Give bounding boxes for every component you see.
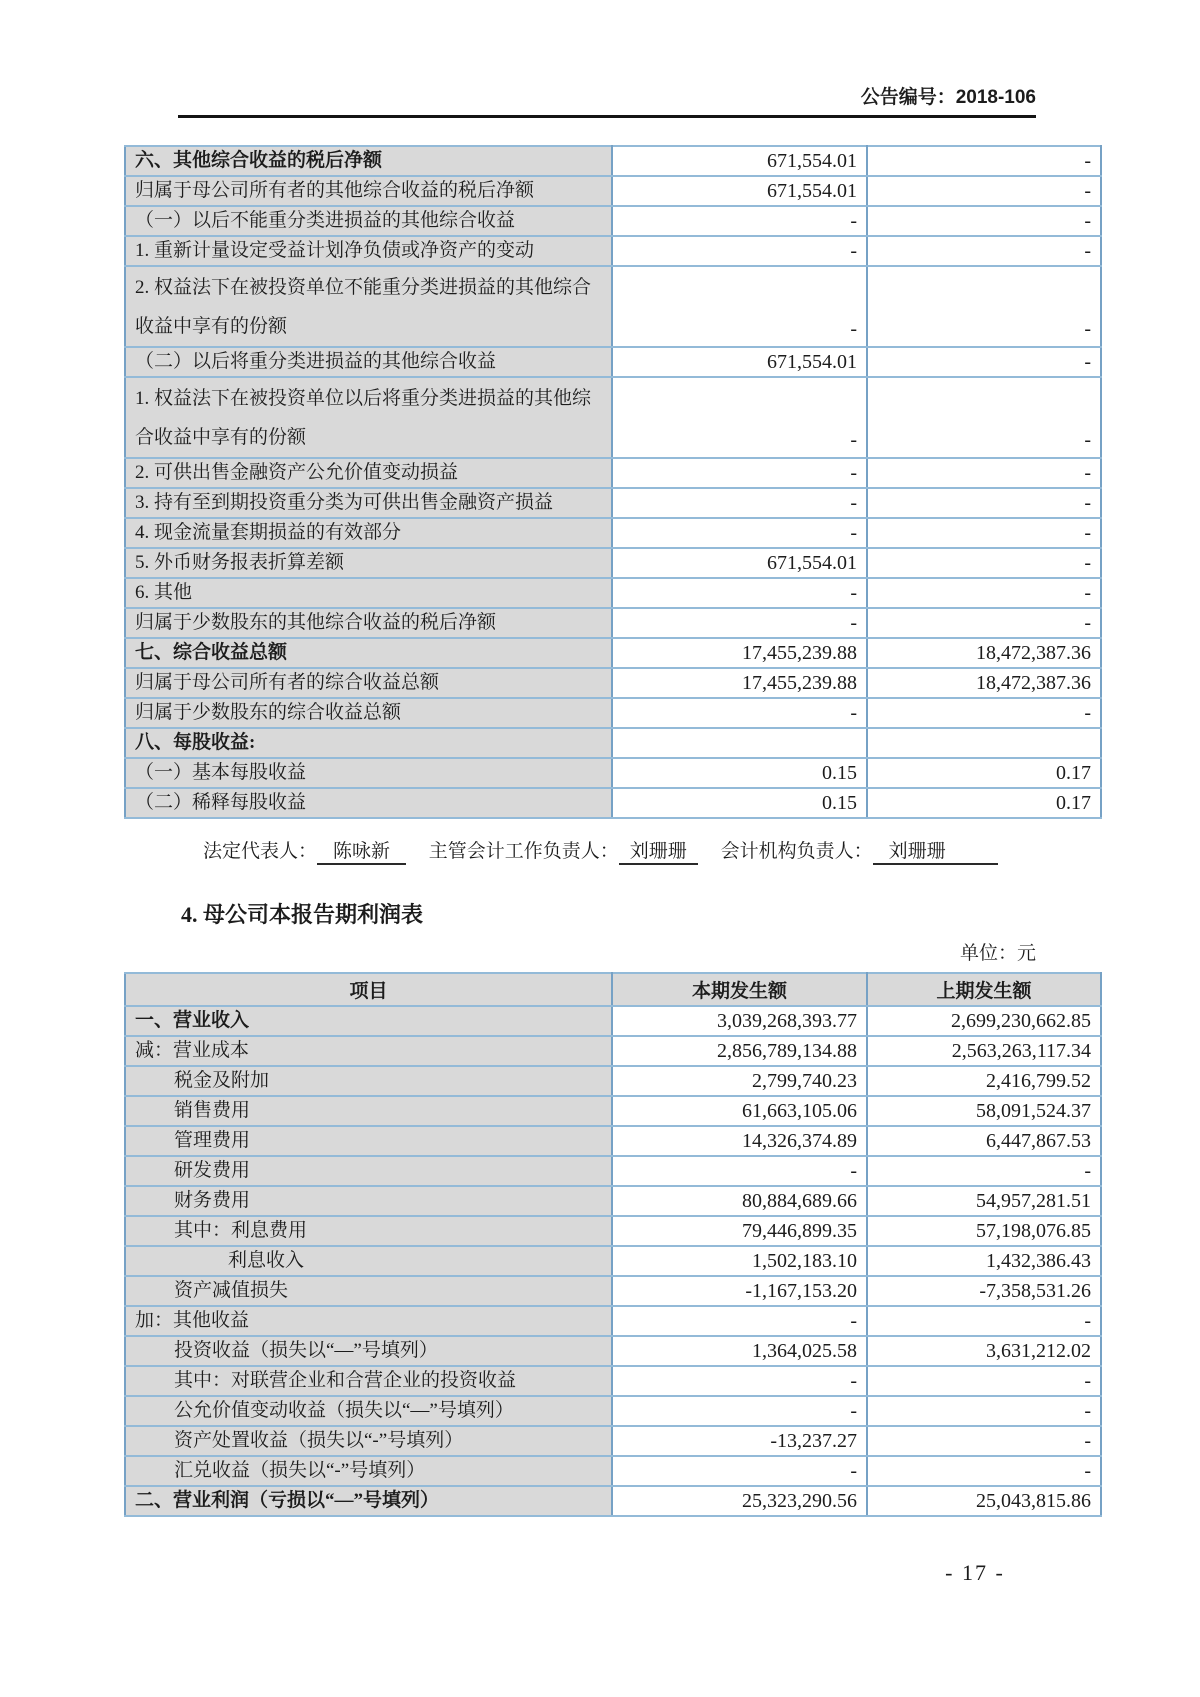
prior-period-value: 2,416,799.52 [867,1066,1101,1096]
row-label: 资产处置收益（损失以“-”号填列） [125,1426,612,1456]
table-row [125,758,1101,788]
current-period-value: - [612,1156,867,1186]
table-row [125,458,1101,488]
prior-period-value: - [867,377,1101,458]
section-title: 4. 母公司本报告期利润表 [181,902,424,927]
prior-period-value: - [867,1156,1101,1186]
row-label: 研发费用 [125,1156,612,1186]
announcement-number-value: 2018-106 [955,87,1036,108]
current-period-value: 14,326,374.89 [612,1126,867,1156]
row-label: 归属于少数股东的其他综合收益的税后净额 [125,608,612,638]
prior-period-value: - [867,608,1101,638]
table-row [125,206,1101,236]
table-row [125,347,1101,377]
prior-period-value: - [867,266,1101,347]
row-label: 其中：对联营企业和合营企业的投资收益 [125,1366,612,1396]
parent-company-income-statement-body [125,1006,1101,1516]
current-period-value: 61,663,105.06 [612,1096,867,1126]
table-row [125,698,1101,728]
column-header-prior-period: 上期发生额 [867,973,1101,1006]
current-period-value: 25,323,290.56 [612,1486,867,1516]
prior-period-value: - [867,1426,1101,1456]
prior-period-value: 57,198,076.85 [867,1216,1101,1246]
row-label: 二、营业利润（亏损以“—”号填列） [125,1486,612,1516]
table-row [125,608,1101,638]
prior-period-value: 54,957,281.51 [867,1186,1101,1216]
row-label: 财务费用 [125,1186,612,1216]
table-row [125,176,1101,206]
prior-period-value [867,728,1101,758]
prior-period-value: - [867,698,1101,728]
current-period-value: - [612,1366,867,1396]
row-label: 4. 现金流量套期损益的有效部分 [125,518,612,548]
prior-period-value: 2,699,230,662.85 [867,1006,1101,1036]
row-label: 公允价值变动收益（损失以“—”号填列） [125,1396,612,1426]
row-label: 加：其他收益 [125,1306,612,1336]
current-period-value: - [612,518,867,548]
current-period-value: -13,237.27 [612,1426,867,1456]
row-label: 八、每股收益: [125,728,612,758]
row-label: （一）基本每股收益 [125,758,612,788]
row-label: 七、综合收益总额 [125,638,612,668]
current-period-value: 3,039,268,393.77 [612,1006,867,1036]
unit-label: 单位：元 [959,943,1036,964]
row-label: （二）稀释每股收益 [125,788,612,818]
row-label: 其中：利息费用 [125,1216,612,1246]
current-period-value: - [612,1306,867,1336]
chief-accountant-name: 刘珊珊 [619,836,698,865]
current-period-value: - [612,377,867,458]
table-row [125,1156,1101,1186]
current-period-value: -1,167,153.20 [612,1276,867,1306]
prior-period-value: 58,091,524.37 [867,1096,1101,1126]
table-row [125,578,1101,608]
row-label: 3. 持有至到期投资重分类为可供出售金融资产损益 [125,488,612,518]
prior-period-value: 18,472,387.36 [867,638,1101,668]
current-period-value: - [612,608,867,638]
row-label: 六、其他综合收益的税后净额 [125,146,612,176]
current-period-value: 0.15 [612,788,867,818]
row-label: 归属于少数股东的综合收益总额 [125,698,612,728]
current-period-value: - [612,698,867,728]
column-header-item: 项目 [125,973,612,1006]
table-row [125,788,1101,818]
current-period-value: 79,446,899.35 [612,1216,867,1246]
prior-period-value: - [867,548,1101,578]
current-period-value: - [612,1456,867,1486]
table-row [125,1006,1101,1036]
table-row [125,1036,1101,1066]
current-period-value: 671,554.01 [612,347,867,377]
prior-period-value: - [867,176,1101,206]
row-label: 归属于母公司所有者的综合收益总额 [125,668,612,698]
current-period-value: 0.15 [612,758,867,788]
prior-period-value: 3,631,212.02 [867,1336,1101,1366]
current-period-value: 17,455,239.88 [612,638,867,668]
row-label: 2. 权益法下在被投资单位不能重分类进损益的其他综合收益中享有的份额 [125,266,612,347]
current-period-value: - [612,488,867,518]
current-period-value: - [612,266,867,347]
row-label: 资产减值损失 [125,1276,612,1306]
prior-period-value: 6,447,867.53 [867,1126,1101,1156]
row-label: 销售费用 [125,1096,612,1126]
current-period-value: 2,799,740.23 [612,1066,867,1096]
signature-line [203,836,998,865]
table-row [125,1426,1101,1456]
prior-period-value: 18,472,387.36 [867,668,1101,698]
table-row [125,1186,1101,1216]
current-period-value: 2,856,789,134.88 [612,1036,867,1066]
column-header-current-period: 本期发生额 [612,973,867,1006]
accounting-dept-head-label: 会计机构负责人： [720,841,873,862]
prior-period-value: - [867,578,1101,608]
parent-company-income-statement-table [124,972,1102,1517]
prior-period-value: - [867,1396,1101,1426]
current-period-value: - [612,458,867,488]
prior-period-value: 25,043,815.86 [867,1486,1101,1516]
prior-period-value: - [867,1366,1101,1396]
row-label: 一、营业收入 [125,1006,612,1036]
table-row [125,236,1101,266]
current-period-value: 1,502,183.10 [612,1246,867,1276]
row-label: 减：营业成本 [125,1036,612,1066]
prior-period-value: 1,432,386.43 [867,1246,1101,1276]
row-label: 6. 其他 [125,578,612,608]
current-period-value: 1,364,025.58 [612,1336,867,1366]
announcement-number [124,82,1036,109]
table-row [125,1486,1101,1516]
row-label: 1. 重新计量设定受益计划净负债或净资产的变动 [125,236,612,266]
current-period-value [612,728,867,758]
row-label: 2. 可供出售金融资产公允价值变动损益 [125,458,612,488]
prior-period-value: -7,358,531.26 [867,1276,1101,1306]
accounting-dept-head-name: 刘珊珊 [873,836,998,865]
row-label: 汇兑收益（损失以“-”号填列） [125,1456,612,1486]
row-label: 利息收入 [125,1246,612,1276]
table-row [125,266,1101,347]
current-period-value: - [612,1396,867,1426]
current-period-value: 671,554.01 [612,176,867,206]
table-row [125,1306,1101,1336]
table-row [125,518,1101,548]
table-row [125,1396,1101,1426]
row-label: 1. 权益法下在被投资单位以后将重分类进损益的其他综合收益中享有的份额 [125,377,612,458]
table-row [125,1456,1101,1486]
row-label: 投资收益（损失以“—”号填列） [125,1336,612,1366]
prior-period-value: 0.17 [867,758,1101,788]
row-label: 归属于母公司所有者的其他综合收益的税后净额 [125,176,612,206]
table-header-row [125,973,1101,1006]
row-label: 管理费用 [125,1126,612,1156]
table-row [125,1276,1101,1306]
table-row [125,488,1101,518]
table-row [125,638,1101,668]
header-rule [178,115,1036,118]
comprehensive-income-table-body [125,146,1101,818]
page-number: - 17 - [945,1560,1005,1585]
table-row [125,1336,1101,1366]
table-row [125,1126,1101,1156]
table-row [125,377,1101,458]
prior-period-value: 2,563,263,117.34 [867,1036,1101,1066]
comprehensive-income-table [124,145,1102,819]
prior-period-value: - [867,347,1101,377]
table-row [125,548,1101,578]
prior-period-value: - [867,1456,1101,1486]
table-row [125,1216,1101,1246]
table-row [125,1066,1101,1096]
chief-accountant-label: 主管会计工作负责人： [428,841,619,862]
current-period-value: 80,884,689.66 [612,1186,867,1216]
row-label: （一）以后不能重分类进损益的其他综合收益 [125,206,612,236]
current-period-value: - [612,236,867,266]
current-period-value: 671,554.01 [612,146,867,176]
table-row [125,1366,1101,1396]
table-row [125,668,1101,698]
row-label: 5. 外币财务报表折算差额 [125,548,612,578]
announcement-number-label: 公告编号： [860,87,956,108]
prior-period-value: - [867,518,1101,548]
current-period-value: - [612,578,867,608]
current-period-value: - [612,206,867,236]
prior-period-value: - [867,236,1101,266]
legal-representative-label: 法定代表人： [203,841,318,862]
table-row [125,1096,1101,1126]
prior-period-value: - [867,488,1101,518]
prior-period-value: - [867,206,1101,236]
prior-period-value: - [867,1306,1101,1336]
row-label: （二）以后将重分类进损益的其他综合收益 [125,347,612,377]
table-row [125,1246,1101,1276]
current-period-value: 17,455,239.88 [612,668,867,698]
prior-period-value: 0.17 [867,788,1101,818]
prior-period-value: - [867,458,1101,488]
table-row [125,728,1101,758]
prior-period-value: - [867,146,1101,176]
legal-representative-name: 陈咏新 [317,836,406,865]
row-label: 税金及附加 [125,1066,612,1096]
current-period-value: 671,554.01 [612,548,867,578]
table-row [125,146,1101,176]
